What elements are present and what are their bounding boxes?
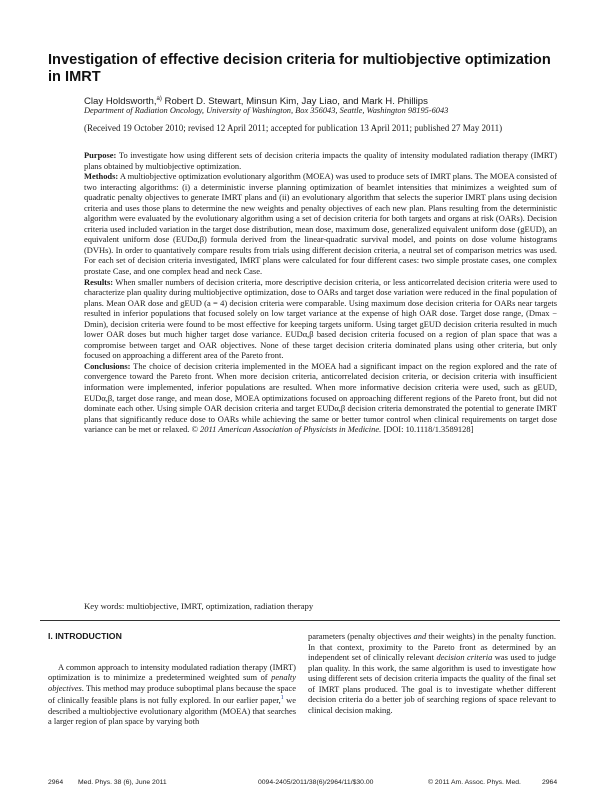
abstract-copyright: © 2011 American Association of Physicists in Medicine. bbox=[191, 424, 382, 435]
footer-page-number-right: 2964 bbox=[542, 779, 558, 786]
footer-issn: 0094-2405/2011/38(6)/2964/11/$30.00 bbox=[258, 779, 374, 786]
reference-link[interactable]: 1 bbox=[280, 695, 284, 702]
abstract-purpose: Purpose: To investigate how using different sets of decision criteria impacts the quality of intensity modulated radiation therapy (IMRT) plans obtained by multiobjective optimization. bbox=[84, 150, 557, 171]
intro-paragraph-left: A common approach to intensity modulated radiation therapy (IMRT) optimization is to minimize a predetermined weighted sum of penalty objectives. This method may produce suboptimal plans because the space of clinically feasible plans is not fully explored. In our earlier paper,$^1$ we described a multiobjective evolutionary algorithm (MOEA) that searches a larger region of plan space by varying both bbox=[48, 661, 297, 727]
section-divider bbox=[40, 620, 560, 621]
footer-page-number-left: 2964 bbox=[48, 779, 64, 786]
right-column bbox=[308, 631, 556, 715]
footer-copyright: © 2011 Am. Assoc. Phys. Med. bbox=[428, 779, 521, 786]
affiliation: Department of Radiation Oncology, University of Washington, Box 356043, Seattle, Washington 98195-6043 bbox=[84, 106, 449, 115]
methods-label: Methods: bbox=[84, 171, 119, 182]
other-authors: Robert D. Stewart, Minsun Kim, Jay Liao, and Mark H. Phillips bbox=[164, 96, 428, 108]
conclusions-label: Conclusions: bbox=[84, 360, 131, 371]
intro-paragraph-right: parameters (penalty objectives and their weights) in the penalty function. In that context, proximity to the Pareto front as determined by an independent set of clinically relevant decision criteria was used to judge plan quality. In this work, the same algorithm is used to investigate how using different sets of decision criteria impacts the quality of the final set of IMRT plans produced. The goal is to investigate whether different decision criteria do a better job of searching regions of space relevant to clinical decision making. bbox=[308, 631, 557, 715]
abstract-methods: Methods: A multiobjective optimization evolutionary algorithm (MOEA) was used to produce sets of IMRT plans. The MOEA consisted of two interacting algorithms: (i) a deterministic inverse planning optimization of beamlet intensities that minimizes a weighted sum of quadratic penalty objectives to generate IMRT plans and (ii) an evolutionary algorithm that selects the superior IMRT plans using decision criteria and uses those plans to determine the new weights and penalty objectives of each new plan. Plans resulting from the deterministic algorithm were evaluated by the evolutionary algorithm using a set of decision criteria for both targets and organs at risk (OARs). Decision criteria used included variation in the target dose distribution, mean dose, maximum dose, generalized equivalent uniform dose (gEUD), an equivalent uniform dose (EUDα,β) formula derived from the linear-quadratic survival model, and points on dose volume histograms (DVHs). In order to quantatively compare results from trials using different decision criteria, a neutral set of comparison metrics was used. For each set of decision criteria investigated, IMRT plans were calculated for four different cases: two simple prostate cases, one complex prostate Case, and one complex head and neck Case. bbox=[84, 171, 557, 277]
author-footnote-mark: a) bbox=[156, 96, 162, 102]
page-footer bbox=[48, 777, 568, 788]
first-author: Clay Holdsworth, bbox=[84, 96, 157, 108]
paper-title: Investigation of effective decision criteria for multiobjective optimization in IMRT bbox=[48, 52, 551, 85]
results-label: Results: bbox=[84, 276, 114, 287]
abstract-results: Results: When smaller numbers of decision criteria, more descriptive decision criteria, or less anticorrelated decision criteria were used to characterize plan quality during multiobjective optimization, dose to OARs and target dose variation were reduced in the final population of plans. Mean OAR dose and gEUD (a = 4) decision criteria were comparable. Using maximum dose decision criteria for OARs near targets resulted in inferior populations that focused solely on low target variance at the expense of high OAR dose. Target dose range, (Dmax − Dmin), decision criteria were found to be most effective for keeping targets uniform. Using target gEUD decision criteria resulted in much lower OAR doses but much higher target dose variance. EUDα,β based decision criteria focused on a region of plan space that was a compromise between target and OAR objectives. None of these target decision criteria dominated plans using other criteria, but only focused on approaching a different area of the Pareto front. bbox=[84, 276, 557, 361]
abstract-conclusions: Conclusions: The choice of decision criteria implemented in the MOEA had a significant impact on the region explored and the rate of convergence toward the Pareto front. When more decision criteria, anticorrelated decision criteria, or decision criteria with insufficient information were implemented, inferior populations are resulted. When more informative decision criteria were used, such as gEUD, EUDα,β, target dose range, and mean dose, MOEA optimizations focused on approaching different regions of the Pareto front, but did not dominate each other. Using simple OAR decision criteria and target EUDα,β decision criteria demonstrated the potential to generate IMRT plans that significantly reduce dose to OARs while achieving the same or better tumor control when clinical requirements on target dose variance can be met or relaxed. © 2011 American Association of Physicists in Medicine. [DOI: 10.1118/1.3589128] bbox=[84, 360, 557, 435]
doi-link[interactable]: [DOI: 10.1118/1.3589128] bbox=[383, 424, 474, 435]
section-heading-introduction: I. INTRODUCTION bbox=[48, 631, 122, 641]
purpose-label: Purpose: bbox=[84, 150, 117, 160]
received-dates: (Received 19 October 2010; revised 12 April 2011; accepted for publication 13 April 2011; published 27 May 2011) bbox=[84, 123, 503, 133]
abstract bbox=[84, 150, 557, 435]
left-column bbox=[48, 631, 296, 727]
keywords: Key words: multiobjective, IMRT, optimization, radiation therapy bbox=[84, 601, 314, 611]
footer-journal: Med. Phys. 38 (6), June 2011 bbox=[78, 779, 167, 786]
